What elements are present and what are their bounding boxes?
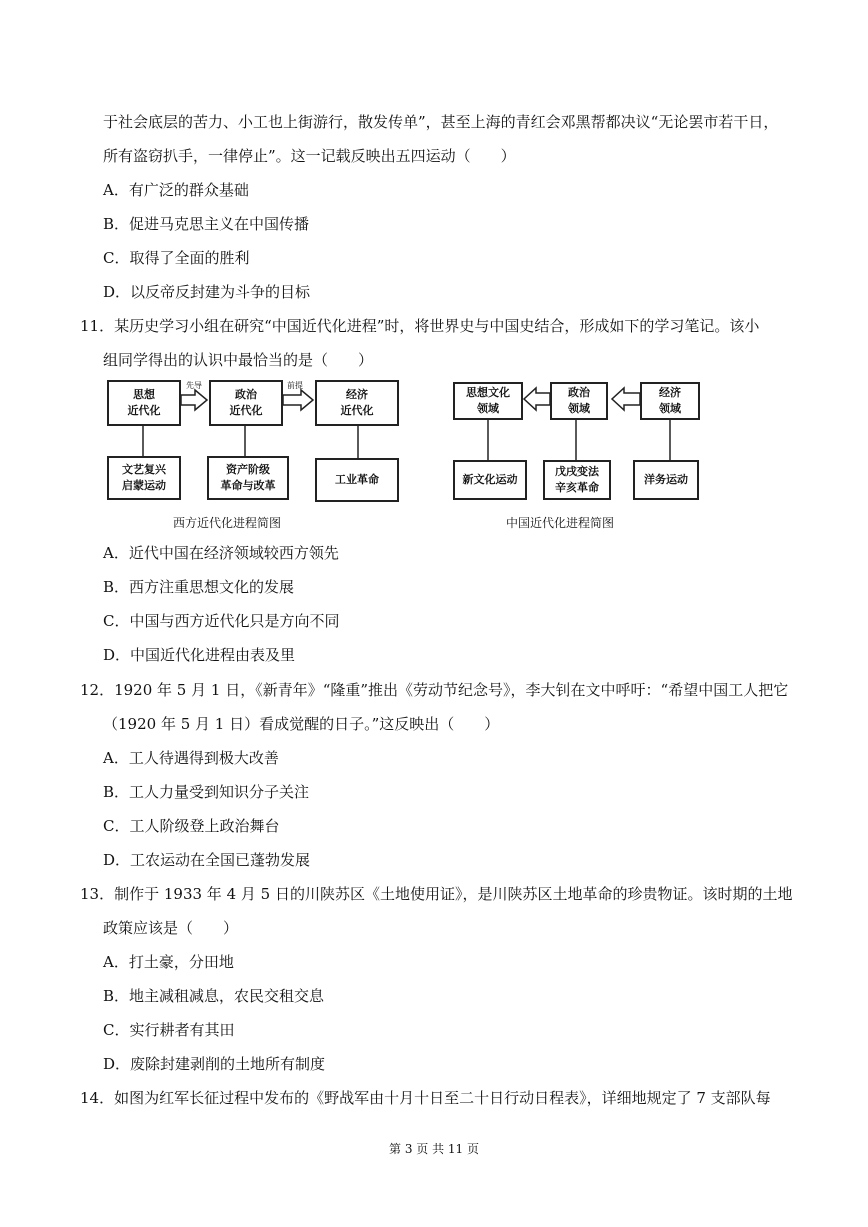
west-box-bourgeois-revolution — [207, 456, 289, 500]
west-box-renaissance-l1: 文艺复兴 — [122, 463, 166, 476]
west-box-renaissance — [107, 456, 181, 500]
q10-option-a: A．有广泛的群众基础 — [103, 181, 249, 199]
west-box-economy-l1: 经济 — [346, 388, 368, 401]
china-box-westernization — [633, 460, 699, 500]
q11-stem-line2: 组同学得出的认识中最恰当的是（ ） — [103, 351, 374, 369]
china-box-reform-l2: 辛亥革命 — [555, 481, 599, 494]
china-box-economy — [640, 382, 700, 420]
china-box-thought-l1: 思想文化 — [466, 386, 510, 399]
q10-option-b: B．促进马克思主义在中国传播 — [103, 215, 310, 233]
west-box-thought-l1: 思想 — [133, 388, 155, 401]
china-box-new-culture — [453, 460, 527, 500]
china-caption: 中国近代化进程简图 — [506, 516, 615, 530]
china-box-reform-revolution — [543, 460, 611, 500]
q12-stem-line1: 12．1920 年 5 月 1 日，《新青年》“隆重”推出《劳动节纪念号》，李大钊在文中呼吁：“希望中国工人把它 — [80, 681, 789, 699]
q13-option-b: B．地主减租减息，农民交租交息 — [103, 987, 325, 1005]
china-box-new-culture-l1: 新文化运动 — [462, 473, 518, 486]
q10-option-d: D．以反帝反封建为斗争的目标 — [103, 283, 311, 301]
china-box-economy-l1: 经济 — [659, 386, 681, 399]
west-box-economy — [315, 380, 399, 426]
china-box-politics — [550, 382, 608, 420]
west-box-politics-l2: 近代化 — [229, 404, 263, 417]
west-box-thought — [107, 380, 181, 426]
modernization-diagram — [103, 378, 793, 538]
china-box-reform-l1: 戊戌变法 — [555, 465, 599, 478]
west-box-industrial-l1: 工业革命 — [335, 473, 379, 486]
west-box-thought-l2: 近代化 — [127, 404, 161, 417]
china-box-thought-l2: 领域 — [477, 402, 499, 415]
page-footer: 第 3 页 共 11 页 — [389, 1142, 479, 1156]
q13-option-d: D．废除封建剥削的土地所有制度 — [103, 1055, 326, 1073]
q12-option-b: B．工人力量受到知识分子关注 — [103, 783, 310, 801]
q11-option-d: D．中国近代化进程由表及里 — [103, 646, 296, 664]
q11-stem-line1: 11．某历史学习小组在研究“中国近代化进程”时，将世界史与中国史结合，形成如下的学习笔记。该小 — [80, 317, 760, 335]
q13-option-c: C．实行耕者有其田 — [103, 1021, 235, 1039]
q12-option-c: C．工人阶级登上政治舞台 — [103, 817, 280, 835]
q11-option-a: A．近代中国在经济领域较西方领先 — [103, 544, 339, 562]
west-arrow2-label: 前提 — [287, 381, 303, 390]
q12-option-d: D．工农运动在全国已蓬勃发展 — [103, 851, 311, 869]
q13-option-a: A．打土豪，分田地 — [103, 953, 234, 971]
q13-stem-line1: 13．制作于 1933 年 4 月 5 日的川陕苏区《土地使用证》，是川陕苏区土地革命的珍贵物证。该时期的土地 — [80, 885, 793, 903]
q10-stem-line1: 于社会底层的苦力、小工也上街游行，散发传单”，甚至上海的青红会邓黑帮都决议“无论罢市若干日， — [103, 113, 779, 131]
west-box-bourgeois-l2: 革命与改革 — [220, 479, 276, 492]
q14-stem-line1: 14．如图为红军长征过程中发布的《野战军由十月十日至二十日行动日程表》，详细地规定了 7 支部队每 — [80, 1089, 771, 1107]
west-caption: 西方近代化进程简图 — [173, 516, 282, 530]
q11-option-b: B．西方注重思想文化的发展 — [103, 578, 295, 596]
q10-option-c: C．取得了全面的胜利 — [103, 249, 250, 267]
q12-option-a: A．工人待遇得到极大改善 — [103, 749, 279, 767]
west-box-economy-l2: 近代化 — [340, 404, 374, 417]
west-box-politics — [209, 380, 283, 426]
china-box-economy-l2: 领域 — [659, 402, 681, 415]
china-box-thought — [453, 382, 523, 420]
q11-option-c: C．中国与西方近代化只是方向不同 — [103, 612, 340, 630]
q12-stem-line2: （1920 年 5 月 1 日）看成觉醒的日子。”这反映出（ ） — [103, 715, 500, 733]
q10-stem-line2: 所有盗窃扒手，一律停止”。这一记载反映出五四运动（ ） — [103, 147, 516, 165]
west-box-renaissance-l2: 启蒙运动 — [122, 479, 166, 492]
china-box-politics-l1: 政治 — [568, 386, 590, 399]
china-box-westernization-l1: 洋务运动 — [644, 473, 688, 486]
china-box-politics-l2: 领域 — [568, 402, 590, 415]
west-box-bourgeois-l1: 资产阶级 — [226, 463, 270, 476]
q13-stem-line2: 政策应该是（ ） — [103, 919, 239, 937]
west-arrow1-label: 先导 — [186, 381, 202, 390]
west-box-industrial-revolution — [315, 458, 399, 502]
west-box-politics-l1: 政治 — [235, 388, 257, 401]
